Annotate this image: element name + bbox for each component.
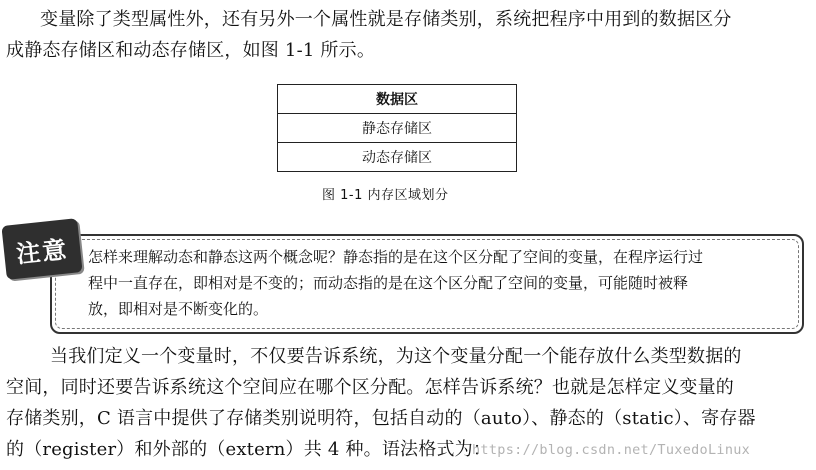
intro-paragraph bbox=[0, 4, 732, 66]
table-row-static-area: 静态存储区 bbox=[278, 114, 517, 143]
body-line-3: 存储类别，C 语言中提供了存储类别说明符，包括自动的（auto）、静态的（static）、寄存器 bbox=[6, 408, 756, 429]
watermark: https://blog.csdn.net/TuxedoLinux bbox=[472, 442, 751, 458]
note-box bbox=[50, 234, 804, 334]
figure-caption: 图 1-1 内存区域划分 bbox=[322, 188, 449, 203]
body-line-4: 的（register）和外部的（extern）共 4 种。语法格式为： bbox=[6, 439, 492, 460]
memory-area-table bbox=[277, 84, 517, 172]
intro-line-2: 成静态存储区和动态存储区，如图 1-1 所示。 bbox=[6, 40, 376, 61]
note-line-2: 程中一直存在，即相对是不变的；而动态指的是在这个区分配了空间的变量，可能随时被释 bbox=[88, 274, 689, 292]
note-line-1: 怎样来理解动态和静态这两个概念呢？静态指的是在这个区分配了空间的变量，在程序运行过 bbox=[88, 248, 704, 266]
body-line-1: 当我们定义一个变量时，不仅要告诉系统，为这个变量分配一个能存放什么类型数据的 bbox=[50, 346, 742, 367]
table-row-data-area: 数据区 bbox=[278, 85, 517, 114]
body-line-2: 空间，同时还要告诉系统这个空间应在哪个区分配。怎样告诉系统？也就是怎样定义变量的 bbox=[6, 377, 734, 398]
intro-line-1: 变量除了类型属性外，还有另外一个属性就是存储类别，系统把程序中用到的数据区分 bbox=[40, 9, 732, 30]
note-line-3: 放，即相对是不断变化的。 bbox=[88, 300, 269, 318]
note-text bbox=[88, 244, 703, 322]
note-badge-label: 注意 bbox=[14, 233, 70, 269]
note-badge-icon bbox=[1, 218, 82, 280]
table-row-dynamic-area: 动态存储区 bbox=[278, 143, 517, 172]
